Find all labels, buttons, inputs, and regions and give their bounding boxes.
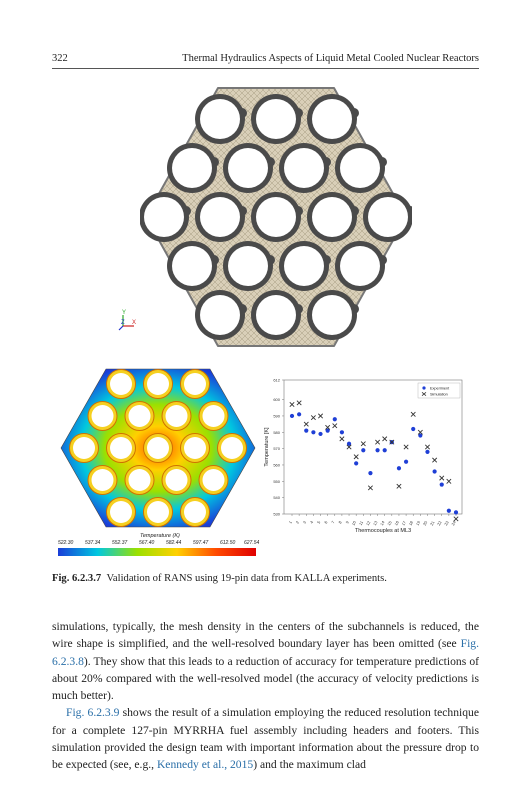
experiment-point <box>311 430 315 434</box>
x-tick-label: 14 <box>379 520 386 527</box>
x-tick-label: 13 <box>371 520 379 527</box>
fig-6-2-3-9-link[interactable]: Fig. 6.2.3.9 <box>66 706 120 720</box>
contour-colorbar <box>58 548 256 556</box>
x-tick-label: 4 <box>308 520 315 525</box>
legend-marker <box>422 386 425 389</box>
simulation-point <box>397 484 401 488</box>
contour-pin <box>181 370 210 399</box>
experiment-point <box>333 417 337 421</box>
x-tick-label: 11 <box>357 520 365 527</box>
experiment-point <box>397 466 401 470</box>
contour-legend-title: Temperature (K) <box>140 533 180 539</box>
mesh-hexagon-figure <box>140 84 412 354</box>
mesh-pins <box>140 94 412 340</box>
para2-text-b: ) and the maximum clad <box>253 758 366 772</box>
temperature-scatter-chart <box>258 366 474 556</box>
experiment-point <box>354 461 358 465</box>
y-tick-label: 540 <box>273 495 280 501</box>
contour-pin <box>162 466 191 495</box>
x-tick-label: 3 <box>301 520 308 525</box>
simulation-point <box>432 458 436 462</box>
experiment-point <box>433 469 437 473</box>
contour-pin <box>144 370 173 399</box>
experiment-point <box>361 448 365 452</box>
experiment-point <box>411 427 415 431</box>
y-tick-label: 570 <box>273 446 280 452</box>
y-tick-label: 560 <box>273 462 280 468</box>
experiment-point <box>297 412 301 416</box>
simulation-point <box>311 415 315 419</box>
x-tick-label: 6 <box>323 520 329 525</box>
x-tick-label: 15 <box>386 520 393 527</box>
experiment-point <box>440 482 444 486</box>
contour-pin <box>162 402 191 431</box>
simulation-point <box>340 437 344 441</box>
contour-pin <box>70 434 99 463</box>
x-tick-label: 2 <box>294 520 300 525</box>
simulation-point <box>447 479 451 483</box>
y-tick-label: 612 <box>273 377 280 383</box>
experiment-point <box>425 450 429 454</box>
chart-legend <box>418 383 460 398</box>
simulation-point <box>440 476 444 480</box>
x-tick-label: 5 <box>315 520 322 525</box>
legend-tick-6: 612.50 <box>220 540 236 546</box>
para2-text-a: shows the result of a simulation employing the reduced resolution technique for a complete 127-pin MYRRHA fuel assembly including headers and footers. This simulation provided the design team with important information about the pressure drop to be expected (see, e.g., <box>52 706 479 772</box>
paragraph-1 <box>52 618 479 704</box>
experiment-point <box>447 509 451 513</box>
x-tick-label: 18 <box>407 520 415 527</box>
legend-label: Experiment <box>430 386 450 391</box>
y-tick-label: 590 <box>273 413 280 419</box>
contour-pin <box>107 498 136 527</box>
y-axis-label: Temperature [K] <box>264 427 270 467</box>
temperature-contour-figure <box>58 366 258 536</box>
simulation-point <box>404 445 408 449</box>
experiment-point <box>290 414 294 418</box>
contour-pin <box>125 402 154 431</box>
contour-pin <box>144 498 173 527</box>
para1-text-b: ). They show that this leads to a reduction of accuracy for temperature predictions of about 20% compared with the well-resolved model (the accuracy of velocity predictions is much better). <box>52 654 479 703</box>
contour-pin <box>88 402 117 431</box>
experiment-point <box>404 460 408 464</box>
x-tick-label: 12 <box>364 520 372 527</box>
axis-x-label: X <box>132 320 137 326</box>
series-2 <box>290 401 458 521</box>
y-tick-label: 600 <box>273 397 280 403</box>
caption-label: Fig. 6.2.3.7 <box>52 573 102 584</box>
legend-tick-0: 522.30 <box>58 540 74 546</box>
para1-text-a: simulations, typically, the mesh density in the centers of the subchannels is reduced, the wire shape is simplified, and the well-resolved boundary layer has been omitted (see <box>52 620 479 651</box>
simulation-point <box>411 412 415 416</box>
x-tick-label: 8 <box>337 520 343 525</box>
experiment-point <box>368 471 372 475</box>
experiment-point <box>318 432 322 436</box>
simulation-point <box>304 422 308 426</box>
x-tick-label: 23 <box>443 520 450 527</box>
contour-pin <box>218 434 247 463</box>
simulation-point <box>368 486 372 490</box>
kennedy-2015-citation-link[interactable]: Kennedy et al., 2015 <box>156 758 254 772</box>
x-tick-label: 24 <box>450 520 457 527</box>
simulation-point <box>425 445 429 449</box>
y-tick-label: 550 <box>273 478 280 484</box>
x-tick-label: 20 <box>421 520 429 527</box>
contour-pin <box>107 434 136 463</box>
y-tick-label: 530 <box>273 511 280 517</box>
plot-frame <box>284 380 462 514</box>
running-title: Thermal Hydraulics Aspects of Liquid Metal Cooled Nuclear Reactors <box>182 53 479 64</box>
simulation-point <box>333 424 337 428</box>
x-tick-label: 22 <box>436 520 443 527</box>
x-tick-label: 7 <box>330 520 336 525</box>
contour-pin <box>144 434 173 463</box>
axis-y-label: Y <box>122 310 127 316</box>
experiment-point <box>304 429 308 433</box>
legend-tick-7: 627.54 <box>244 540 260 546</box>
contour-pin <box>199 402 228 431</box>
simulation-point <box>297 401 301 405</box>
simulation-point <box>361 442 365 446</box>
contour-legend-ticks <box>58 540 260 547</box>
paragraph-2 <box>52 704 479 773</box>
experiment-point <box>375 448 379 452</box>
contour-pin <box>88 466 117 495</box>
legend-tick-1: 537.34 <box>85 540 101 546</box>
experiment-point <box>454 510 458 514</box>
axis-z-label: Z <box>121 320 125 326</box>
contour-pin <box>125 466 154 495</box>
simulation-point <box>382 437 386 441</box>
y-tick-label: 580 <box>273 429 280 435</box>
simulation-point <box>375 440 379 444</box>
simulation-point <box>318 414 322 418</box>
figure-caption <box>52 573 479 584</box>
header-rule <box>52 68 479 69</box>
x-axis-label: Thermocouples at ML3 <box>354 528 412 534</box>
x-tick-label: 1 <box>287 520 293 525</box>
caption-text: Validation of RANS using 19-pin data from KALLA experiments. <box>106 573 387 584</box>
series-1 <box>290 412 458 514</box>
simulation-point <box>454 517 458 521</box>
x-tick-label: 9 <box>344 520 350 525</box>
legend-tick-5: 597.47 <box>193 540 209 546</box>
contour-pin <box>181 434 210 463</box>
experiment-point <box>383 448 387 452</box>
simulation-point <box>290 402 294 406</box>
simulation-point <box>354 455 358 459</box>
contour-pin <box>107 370 136 399</box>
legend-tick-4: 582.44 <box>166 540 182 546</box>
x-tick-label: 21 <box>428 520 436 527</box>
x-tick-label: 10 <box>350 520 358 527</box>
x-tick-label: 16 <box>393 520 400 527</box>
experiment-point <box>340 430 344 434</box>
fig-6-2-3-8-link[interactable]: Fig. 6.2.3.8 <box>52 637 479 668</box>
page-number: 322 <box>52 53 68 64</box>
mesh-pin <box>363 192 412 242</box>
x-tick-label: 19 <box>414 520 422 527</box>
x-tick-label: 17 <box>400 520 407 527</box>
contour-pin <box>199 466 228 495</box>
legend-tick-3: 567.40 <box>139 540 155 546</box>
legend-tick-2: 552.37 <box>112 540 128 546</box>
contour-pin <box>181 498 210 527</box>
legend-label: Simulation <box>430 392 448 397</box>
body-text <box>52 618 479 774</box>
